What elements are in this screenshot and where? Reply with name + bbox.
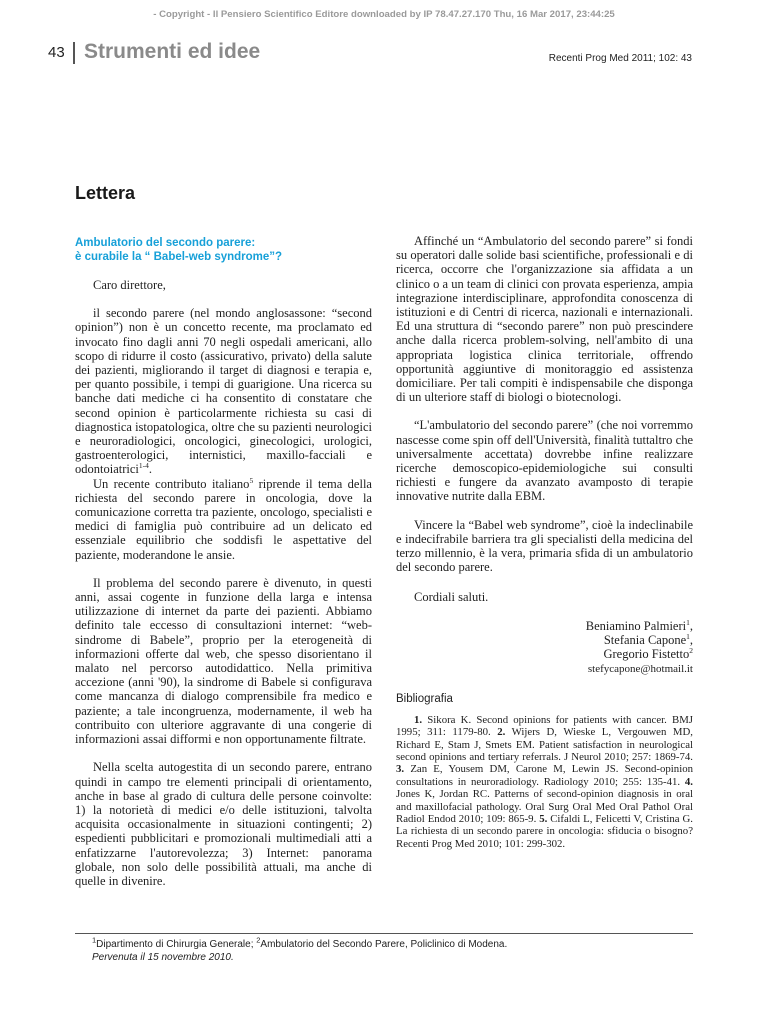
page-number: 43: [48, 44, 65, 61]
ref-number: 1.: [414, 713, 423, 726]
paragraph-1: [75, 306, 372, 476]
footnote-divider: [75, 933, 693, 934]
bibliography-title: Bibliografia: [396, 693, 453, 706]
ref-text: Sikora K. Second opinions for patients with cancer. BMJ 1995; 311: 1179-80.: [396, 713, 693, 739]
paragraph-1-text: il secondo parere (nel mondo anglosassone: “second opinion”) non è un concetto recente, ma proclamato ed invocato fino dagli anni 70 negli ospedali americani, allo scopo di ridurre il costo (assicurativo, privato) della salute dei pazienti, migliorando il target di diagnosi e terapia e, per quanto possibile, i tempi di guarigione. Una ricerca su banche dati mediche ci ha consentito di constatare che second opinion è particolarmente richiesta su casi di diagnostica istopatologica, oltre che su pazienti neurologici e neuroradiologici, oncologici, ginecologici, urologici, gastroenterologici, internistici, maxillo-facciali e odontoiatrici: [75, 306, 372, 477]
affiliations: [92, 935, 508, 952]
paragraph-3: Il problema del secondo parere è divenuto, in questi anni, assai cogente in funzione della larga e intensa utilizzazione di internet da parte dei pazienti. Abbiamo definito tale eccesso di consultazioni internet: “web-sindrome di Babele”, proprio per la eterogeneità di informazioni offerte dal web, che spesso disorientano il malato nel percorso autodidattico. Nella primitiva accezione (anni '90), la sindrome di Babele si configurava come mancanza di dialogo comprensibile fra medico e paziente; a tale incongruenza, modernamente, il web ha contribuito con ulteriore aggravante di una congerie di informazioni assai difformi e non opportunamente filtrate.: [75, 575, 372, 747]
closing-salutation: Cordiali saluti.: [414, 590, 489, 605]
author-affiliation: 2: [689, 645, 693, 655]
author-affiliation: 1: [686, 617, 690, 627]
signature-author-1: [396, 619, 693, 633]
author-name: Stefania Capone: [603, 632, 687, 647]
author-separator: ,: [689, 618, 693, 633]
section-title: Strumenti ed idee: [84, 40, 261, 63]
paragraph-5: Affinché un “Ambulatorio del secondo parere” si fondi su operatori dalle solide basi scientifiche, professionali e di ricerca, occorre che l'organizzazione sia affidata a un clinico o a un team di clinici con provata esperienza, ampia integrazione interdisciplinare, approfondita conoscenza di istituzioni e di Centri di ricerca, nazionali e internazionali. Ed una struttura di “secondo parere” non può prescindere anche dalla ricerca problem-solving, nell'ambito di una appropriata logistica clinica territoriale, offrendo opportunità aggiuntive di monitoraggio ed assistenza domiciliare. Per tali compiti è indispensabile che disponga di un ulteriore staff di biologi o biotecnologi.: [396, 234, 693, 405]
bibliography-list: [396, 714, 693, 850]
ref-text: Wijers D, Wieske L, Vergouwen MD, Richard E, Stam J, Smets EM. Patient satisfaction in neurological second opinions and tertiary referrals. J Neurol 2010; 257: 1869-74.: [396, 726, 693, 763]
footnote: [92, 935, 508, 964]
ref-number: 4.: [684, 775, 693, 788]
author-name: Beniamino Palmieri: [585, 618, 687, 633]
affiliation-number: 1: [92, 935, 97, 945]
header-divider: [73, 42, 75, 64]
received-date: Pervenuta il 15 novembre 2010.: [92, 951, 234, 963]
author-name: Gregorio Fistetto: [603, 647, 690, 662]
affiliation-number: 2: [256, 935, 261, 945]
paragraph-2: [75, 477, 372, 562]
ref-number: 3.: [396, 763, 405, 776]
right-column: [396, 234, 693, 850]
salutation: Caro direttore,: [93, 278, 166, 292]
paragraph-7: Vincere la “Babel web syndrome”, cioè la indeclinabile e indecifrabile barriera tra gli specialisti della medicina del terzo millennio, è la vera, primaria sfida di un ambulatorio del secondo parere.: [396, 517, 693, 575]
affiliation-1: Dipartimento di Chirurgia Generale;: [96, 939, 257, 950]
citation-ref: 1-4: [138, 461, 149, 471]
ref-number: 5.: [539, 812, 548, 825]
signature-author-3: [396, 647, 693, 661]
ref-text: Zan E, Yousem DM, Carone M, Lewin JS. Second-opinion consultations in neuroradiology. Radiology 2010; 255: 135-41.: [396, 763, 693, 788]
article-title: [75, 236, 372, 264]
article-title-line2: è curabile la “ Babel-web syndrome”?: [75, 251, 283, 263]
signature-author-2: [396, 633, 693, 647]
author-affiliation: 1: [686, 631, 690, 641]
paragraph-1-end: .: [148, 462, 152, 477]
ref-text: Jones K, Jordan RC. Patterns of second-opinion diagnosis in oral and maxillofacial pathology. Oral Surg Oral Med Oral Pathol Oral Radiol Endod 2010; 109: 865-9.: [396, 788, 693, 825]
journal-reference: Recenti Prog Med 2011; 102: 43: [548, 53, 692, 64]
article-title-line1: Ambulatorio del secondo parere:: [75, 237, 256, 249]
paragraph-4: Nella scelta autogestita di un secondo parere, entrano quindi in campo tre elementi principali di orientamento, anche in base al grado di cultura delle persone coinvolte: 1) la notorietà di medici e/o delle istituzioni, talvolta acquisita occasionalmente in situazioni contingenti; 2) espedienti pubblicitari e promozionali multimediali atti a enfatizzarne l'autorevolezza; 3) Internet: panorama globale, non solo delle possibilità attuali, ma anche di quelle in divenire.: [75, 760, 372, 888]
document-type-heading: Lettera: [75, 183, 136, 203]
ref-text: Cifaldi L, Felicetti V, Cristina G. La richiesta di un secondo parere in oncologia: sfiducia o bisogno? Recenti Prog Med 2010; 101: 299-302.: [396, 812, 694, 850]
copyright-notice: - Copyright - Il Pensiero Scientifico Editore downloaded by IP 78.47.27.170 Thu, 16 Mar 2017, 23:44:25: [153, 9, 615, 20]
ref-number: 2.: [497, 726, 506, 739]
author-separator: ,: [689, 632, 693, 647]
paragraph-2-start: Un recente contributo italiano: [93, 476, 250, 491]
author-email: stefycapone@hotmail.it: [587, 663, 693, 676]
paragraph-2-rest: riprende il tema della richiesta del secondo parere in oncologia, dove la comunicazione corretta tra paziente, oncologo, specialisti e medici di famiglia può contribuire ad un delicato ed essenziale equilibrio che soddisfi le aspettative del paziente, moderandone le ansie.: [75, 476, 372, 562]
affiliation-2: Ambulatorio del Secondo Parere, Policlinico di Modena.: [260, 939, 508, 950]
paragraph-6: “L'ambulatorio del secondo parere” (che noi vorremmo nascesse come spin off dell'Università, finalità tuttaltro che universalmente accettata) dovrebbe infine realizzare ricerche demoscopico-epidemiologiche sui consulti richiesti e fungere da avanzato avamposto di terapie innovative nutrite dalla EBM.: [396, 418, 693, 504]
left-column: [75, 234, 372, 888]
citation-ref: 5: [249, 475, 254, 485]
